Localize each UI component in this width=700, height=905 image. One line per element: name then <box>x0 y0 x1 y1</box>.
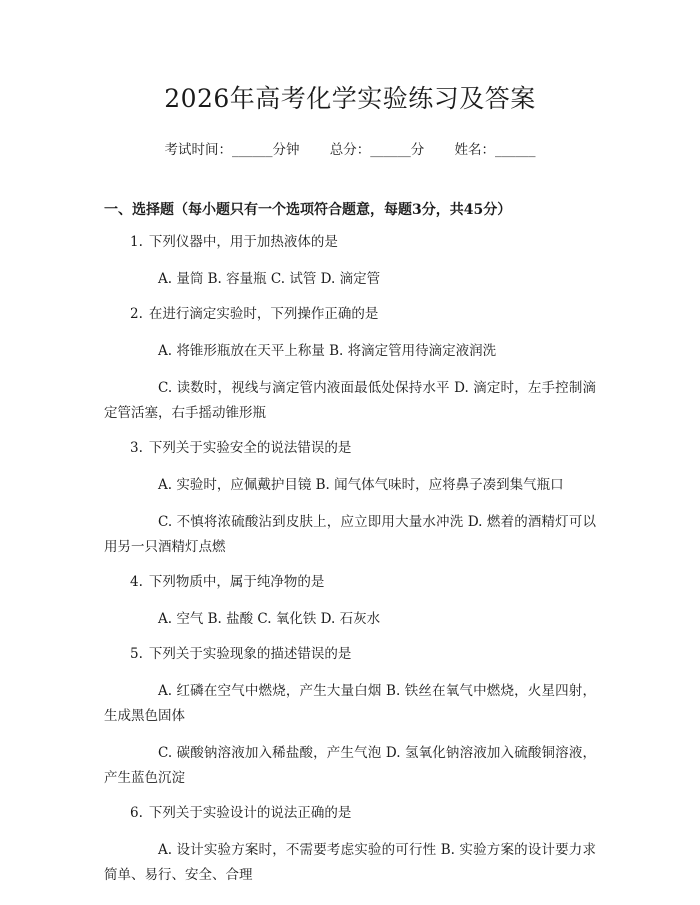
question-stem <box>104 232 596 252</box>
question-options: C. 不慎将浓硫酸沾到皮肤上，应立即用大量水冲洗 D. 燃着的酒精灯可以用另一只酒精灯点燃 <box>104 514 596 555</box>
exam-meta <box>104 140 596 160</box>
exam-time-field: 考试时间：______分钟 <box>164 142 300 158</box>
student-name-field: 姓名：______ <box>454 142 536 158</box>
question-options: A. 红磷在空气中燃烧，产生大量白烟 B. 铁丝在氧气中燃烧，火星四射，生成黑色固体 <box>104 683 596 724</box>
question-6 <box>104 803 596 888</box>
question-3 <box>104 438 596 560</box>
question-stem <box>104 304 596 324</box>
question-options: C. 碳酸钠溶液加入稀盐酸，产生气泡 D. 氢氧化钠溶液加入硫酸铜溶液，产生蓝色沉淀 <box>104 745 596 786</box>
question-text: 下列关于实验设计的说法正确的是 <box>148 805 352 821</box>
question-list <box>104 232 596 888</box>
question-options: A. 实验时，应佩戴护目镜 B. 闻气体气味时，应将鼻子凑到集气瓶口 <box>158 477 564 493</box>
question-text: 下列关于实验现象的描述错误的是 <box>148 646 352 662</box>
question-options: C. 读数时，视线与滴定管内液面最低处保持水平 D. 滴定时，左手控制滴定管活塞，右手摇动锥形瓶 <box>104 380 596 421</box>
question-4 <box>104 572 596 632</box>
question-number: 5. <box>130 646 143 662</box>
question-number: 2. <box>130 306 143 322</box>
question-stem <box>104 572 596 592</box>
total-score-field: 总分：______分 <box>329 142 425 158</box>
question-text: 下列物质中，属于纯净物的是 <box>148 574 325 590</box>
question-stem <box>104 438 596 458</box>
question-options: A. 将锥形瓶放在天平上称量 B. 将滴定管用待滴定液润洗 <box>158 343 497 359</box>
question-number: 1. <box>130 234 143 250</box>
question-text: 下列关于实验安全的说法错误的是 <box>148 440 352 456</box>
question-text: 下列仪器中，用于加热液体的是 <box>148 234 338 250</box>
question-5 <box>104 644 596 791</box>
question-number: 3. <box>130 440 143 456</box>
question-stem <box>104 644 596 664</box>
question-2 <box>104 304 596 426</box>
question-options: A. 设计实验方案时，不需要考虑实验的可行性 B. 实验方案的设计要力求简单、易行、安全、合理 <box>104 842 596 883</box>
question-number: 4. <box>130 574 143 590</box>
question-options: A. 空气 B. 盐酸 C. 氧化铁 D. 石灰水 <box>158 611 381 627</box>
page-title: 2026年高考化学实验练习及答案 <box>164 84 536 113</box>
question-text: 在进行滴定实验时，下列操作正确的是 <box>148 306 379 322</box>
question-options: A. 量筒 B. 容量瓶 C. 试管 D. 滴定管 <box>158 271 381 287</box>
question-1 <box>104 232 596 292</box>
question-number: 6. <box>130 805 143 821</box>
section-heading: 一、选择题（每小题只有一个选项符合题意，每题3分，共45分） <box>104 202 512 218</box>
question-stem <box>104 803 596 823</box>
